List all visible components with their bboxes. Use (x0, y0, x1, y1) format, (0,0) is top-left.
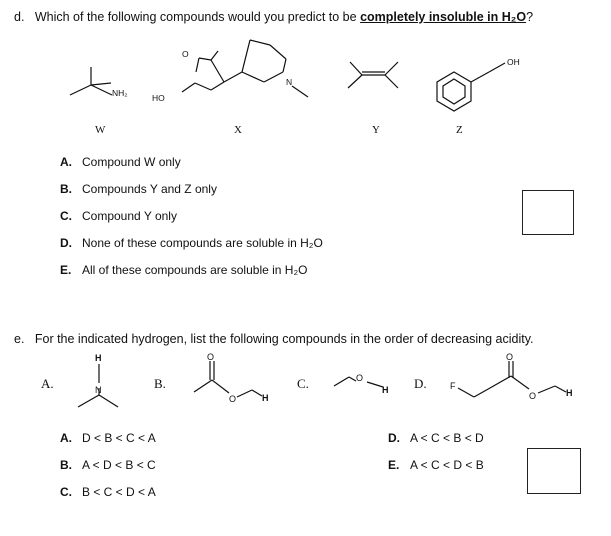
option-text: D < B < C < A (82, 431, 156, 445)
atom-h-indicated-d: H (566, 388, 573, 398)
question-e (14, 332, 534, 346)
atom-o-b: O (229, 394, 237, 404)
atom-nh2: NH₂ (112, 88, 128, 98)
question-d-text: Which of the following compounds would you predict to be (34, 10, 357, 24)
question-d-emphasis: completely insoluble in H₂O (360, 10, 527, 24)
compound-x-structure (182, 40, 308, 97)
option-text: All of these compounds are soluble in H₂O (82, 263, 308, 277)
compound-y-structure (348, 62, 398, 88)
option-letter: B. (60, 182, 72, 196)
atom-f-d: F (450, 381, 456, 391)
option-d-a[interactable] (60, 155, 181, 169)
compound-label-x: X (234, 124, 242, 136)
atom-n-amine: N (286, 77, 293, 87)
question-d-end: ? (526, 10, 534, 24)
option-d-d[interactable] (60, 236, 323, 250)
option-d-b[interactable] (60, 182, 217, 196)
atom-ho: HO (152, 93, 165, 103)
option-letter: E. (388, 458, 400, 472)
compound-label-z: Z (456, 124, 463, 136)
option-text: Compound W only (82, 155, 181, 169)
option-text: A < C < D < B (410, 458, 484, 472)
option-letter: A. (60, 431, 72, 445)
option-letter: C. (60, 485, 72, 499)
option-e-e[interactable] (388, 458, 484, 472)
atom-o-carbonyl-d: O (506, 352, 514, 362)
atom-o-d: O (529, 391, 537, 401)
option-letter: C. (60, 209, 72, 223)
atom-h-indicated-b: H (262, 393, 269, 403)
option-letter: E. (60, 263, 72, 277)
compound-b-structure (194, 361, 262, 397)
compound-label-y: Y (372, 124, 380, 136)
atom-o-ether: O (182, 49, 189, 59)
option-letter: D. (388, 431, 400, 445)
compound-z-structure (437, 63, 505, 111)
answer-box-e[interactable] (527, 448, 581, 494)
option-text: B < C < D < A (82, 485, 156, 499)
compound-letter-c: C. (297, 376, 309, 391)
atom-h-indicated-a: H (95, 353, 102, 363)
question-e-label: e. (14, 332, 25, 346)
compound-w-structure (70, 67, 112, 95)
compound-d-structure (458, 361, 566, 397)
question-e-text: For the indicated hydrogen, list the following compounds in the order of decreasing acidity. (34, 332, 534, 346)
compound-letter-d: D. (414, 376, 427, 391)
compound-letter-b: B. (154, 376, 166, 391)
option-letter: B. (60, 458, 72, 472)
atom-h-indicated-c: H (382, 385, 389, 395)
option-e-c[interactable] (60, 485, 156, 499)
option-e-b[interactable] (60, 458, 156, 472)
option-text: Compound Y only (82, 209, 177, 223)
option-text: None of these compounds are soluble in H₂O (82, 236, 323, 250)
atom-oh: OH (507, 57, 520, 67)
atom-o-carbonyl-b: O (207, 352, 215, 362)
atom-o-c: O (356, 373, 364, 383)
option-text: A < D < B < C (82, 458, 156, 472)
atom-n-a: N (95, 385, 102, 395)
option-letter: A. (60, 155, 72, 169)
option-text: Compounds Y and Z only (82, 182, 217, 196)
option-d-c[interactable] (60, 209, 177, 223)
option-e-d[interactable] (388, 431, 484, 445)
option-text: A < C < B < D (410, 431, 484, 445)
answer-box-d[interactable] (522, 190, 574, 235)
question-d-label: d. (14, 10, 25, 24)
option-letter: D. (60, 236, 72, 250)
option-d-e[interactable] (60, 263, 307, 277)
compound-letter-a: A. (41, 376, 54, 391)
compound-label-w: W (95, 124, 106, 136)
option-e-a[interactable] (60, 431, 156, 445)
